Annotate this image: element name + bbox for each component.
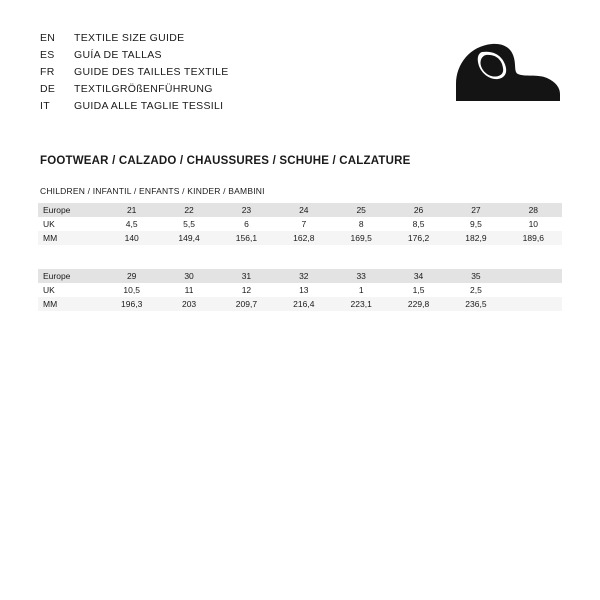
language-row [40, 66, 370, 83]
table-cell: 169,5 [333, 231, 390, 245]
table-cell: 209,7 [218, 297, 275, 311]
table-cell: 7 [275, 217, 332, 231]
table-cell: 29 [103, 269, 160, 283]
size-table-children-large [38, 269, 562, 311]
table-cell: 22 [160, 203, 217, 217]
table-cell: 156,1 [218, 231, 275, 245]
section-subtitle: CHILDREN / INFANTIL / ENFANTS / KINDER / BAMBINI [40, 186, 265, 196]
table-row [38, 297, 562, 311]
table-cell: 21 [103, 203, 160, 217]
table-cell: 6 [218, 217, 275, 231]
language-title: GUIDA ALLE TAGLIE TESSILI [74, 100, 224, 112]
table-cell [505, 269, 562, 283]
table-cell: 2,5 [447, 283, 504, 297]
table-cell: 149,4 [160, 231, 217, 245]
table-row [38, 217, 562, 231]
table-cell [505, 283, 562, 297]
size-table-children-small [38, 203, 562, 245]
table-cell: 35 [447, 269, 504, 283]
table-row [38, 231, 562, 245]
language-title: GUIDE DES TAILLES TEXTILE [74, 66, 229, 78]
slipper-shoe-icon [452, 38, 562, 108]
table-cell: 8 [333, 217, 390, 231]
table-cell: 236,5 [447, 297, 504, 311]
table-cell: 12 [218, 283, 275, 297]
table-cell: 4,5 [103, 217, 160, 231]
table-row [38, 269, 562, 283]
table-cell: 189,6 [505, 231, 562, 245]
table-cell: 11 [160, 283, 217, 297]
language-code: DE [40, 83, 56, 95]
table-cell: 9,5 [447, 217, 504, 231]
row-label: Europe [38, 203, 103, 217]
language-row [40, 49, 370, 66]
table-cell: 26 [390, 203, 447, 217]
language-code: ES [40, 49, 55, 61]
table-cell: 1,5 [390, 283, 447, 297]
language-row [40, 100, 370, 117]
table-cell: 28 [505, 203, 562, 217]
table-cell: 182,9 [447, 231, 504, 245]
language-title: GUÍA DE TALLAS [74, 49, 162, 61]
table-cell: 5,5 [160, 217, 217, 231]
language-title: TEXTILE SIZE GUIDE [74, 32, 185, 44]
table-cell: 216,4 [275, 297, 332, 311]
table-row [38, 203, 562, 217]
row-label: MM [38, 297, 103, 311]
table-cell: 140 [103, 231, 160, 245]
table-cell: 8,5 [390, 217, 447, 231]
language-code: IT [40, 100, 50, 112]
page-title: FOOTWEAR / CALZADO / CHAUSSURES / SCHUHE / CALZATURE [40, 155, 411, 167]
language-code: EN [40, 32, 56, 44]
table-cell: 31 [218, 269, 275, 283]
table-cell: 162,8 [275, 231, 332, 245]
table-cell: 24 [275, 203, 332, 217]
table-cell: 33 [333, 269, 390, 283]
table-cell: 229,8 [390, 297, 447, 311]
row-label: Europe [38, 269, 103, 283]
row-label: UK [38, 217, 103, 231]
table-cell: 223,1 [333, 297, 390, 311]
table-cell: 10 [505, 217, 562, 231]
table-row [38, 283, 562, 297]
table-cell: 176,2 [390, 231, 447, 245]
language-row [40, 32, 370, 49]
table-cell: 34 [390, 269, 447, 283]
table-cell: 32 [275, 269, 332, 283]
language-row [40, 83, 370, 100]
language-title: TEXTILGRÖßENFÜHRUNG [74, 83, 213, 95]
table-cell: 30 [160, 269, 217, 283]
table-cell: 196,3 [103, 297, 160, 311]
table-cell: 10,5 [103, 283, 160, 297]
table-cell: 1 [333, 283, 390, 297]
row-label: MM [38, 231, 103, 245]
table-cell: 203 [160, 297, 217, 311]
table-cell: 13 [275, 283, 332, 297]
table-cell: 23 [218, 203, 275, 217]
language-code: FR [40, 66, 55, 78]
language-list [40, 32, 370, 117]
table-cell [505, 297, 562, 311]
row-label: UK [38, 283, 103, 297]
table-cell: 25 [333, 203, 390, 217]
table-cell: 27 [447, 203, 504, 217]
